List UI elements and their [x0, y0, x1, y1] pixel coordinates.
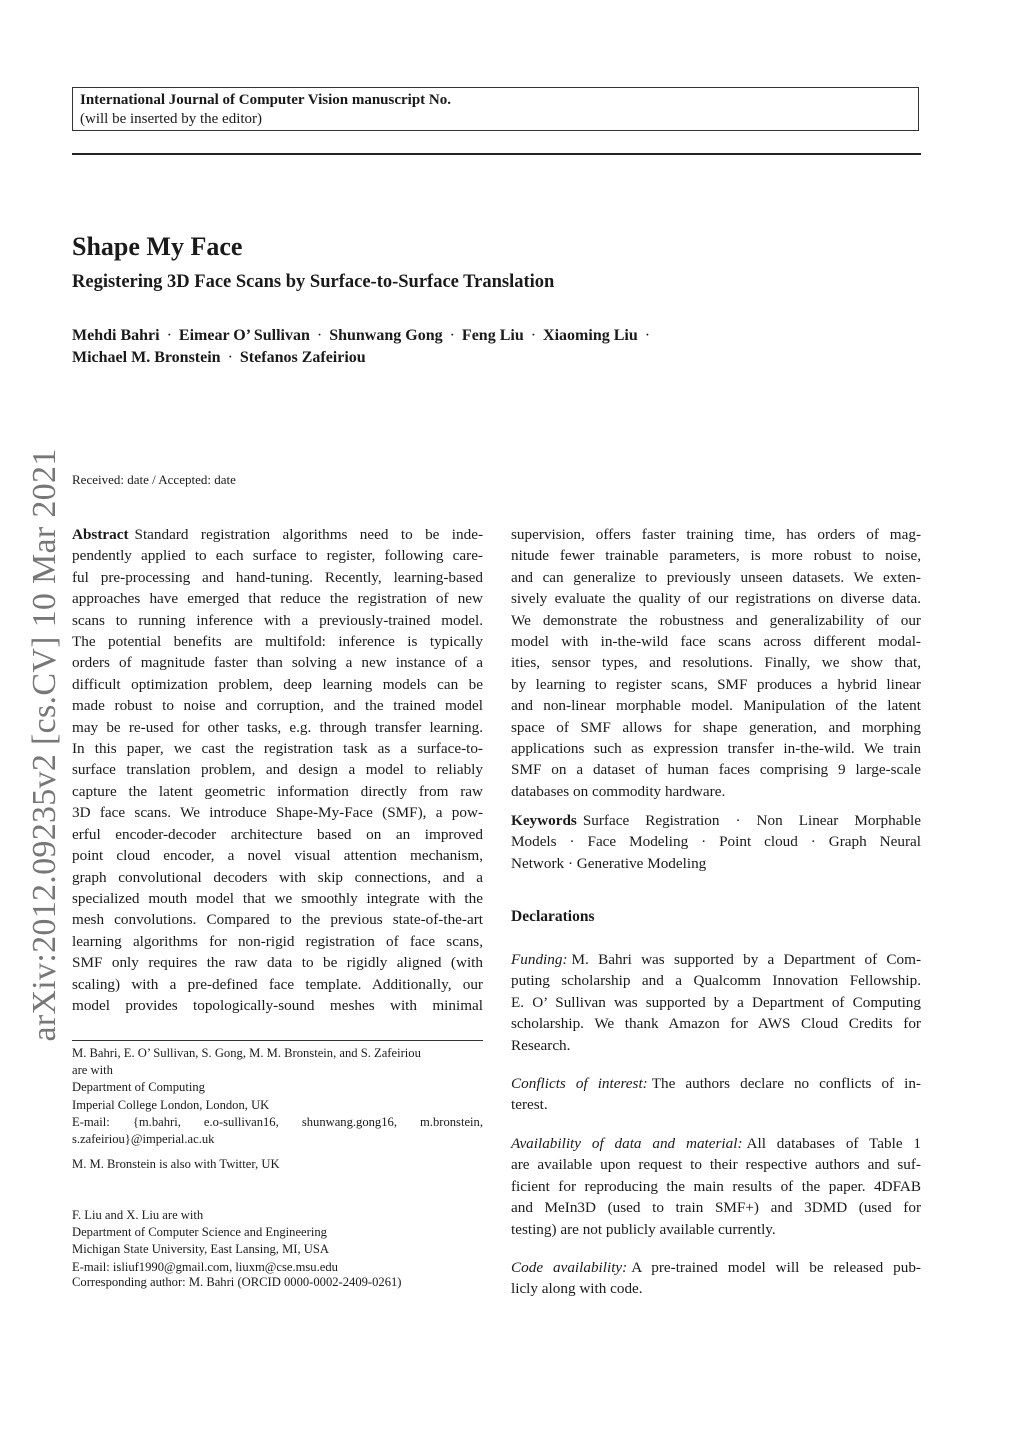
text-line: [511, 1133, 921, 1154]
line-text: puting scholarship and a Qualcomm Innovation Fellowship.: [511, 972, 921, 990]
line-text: approaches have emerged that reduce the registration of new: [72, 590, 483, 608]
text-line: [511, 1013, 921, 1034]
footnote-block: [72, 1207, 483, 1276]
text-line: [511, 695, 921, 716]
footnote-line: Imperial College London, London, UK: [72, 1097, 270, 1112]
text-line: [72, 695, 483, 716]
line-text: All databases of Table 1: [746, 1135, 921, 1152]
author-name: Feng Liu: [461, 327, 524, 344]
line-text: and non-linear morphable model. Manipulation of the latent: [511, 697, 921, 715]
paragraph-lead: Abstract: [72, 526, 129, 543]
text-line: [72, 931, 483, 952]
text-line: [511, 674, 921, 695]
text-line: [511, 1035, 921, 1056]
footnote-line: Department of Computer Science and Engineering: [72, 1225, 327, 1240]
line-text: surface translation problem, and design a model to reliably: [72, 761, 483, 779]
paragraph-code: [511, 1257, 921, 1300]
line-text: E. O’ Sullivan was supported by a Department of Computing: [511, 993, 921, 1011]
line-text: ful pre-processing and hand-tuning. Recently, learning-based: [72, 568, 483, 586]
footnote-block: [72, 1156, 483, 1173]
text-line: [511, 853, 921, 874]
line-text: Surface Registration · Non Linear Morphable: [582, 812, 921, 829]
paragraph-lead: Funding:: [511, 951, 568, 968]
line-text: orders of magnitude faster than solving a new instance of a: [72, 654, 483, 672]
footnote-line: M. Bahri, E. O’ Sullivan, S. Gong, M. M. Bronstein, and S. Zafeiriou: [72, 1046, 421, 1060]
line-text: and MeIn3D (used to train SMF+) and 3DMD (used for: [511, 1199, 921, 1217]
line-text: supervision, offers faster training time, has orders of mag-: [511, 526, 921, 543]
paragraph-conflicts: [511, 1073, 921, 1116]
text-line: [511, 810, 921, 831]
line-text: terest.: [511, 1096, 548, 1114]
text-line: [511, 610, 921, 631]
line-text: databases on commodity hardware.: [511, 782, 726, 800]
paragraph-lead: Keywords: [511, 812, 577, 829]
text-line: [511, 831, 921, 852]
paragraph-keywords: [511, 810, 921, 874]
line-text: The authors declare no conflicts of in-: [651, 1075, 921, 1092]
text-line: [72, 867, 483, 888]
text-line: [511, 759, 921, 780]
author-separator: ·: [227, 349, 233, 366]
paragraph-abstract-right: [511, 524, 921, 802]
paragraph-lead: Code availability:: [511, 1259, 628, 1276]
text-line: [72, 652, 483, 673]
text-line: [511, 781, 921, 802]
text-line: [72, 717, 483, 738]
line-text: In this paper, we cast the registration task as a surface-to-: [72, 740, 483, 758]
text-line: [511, 1176, 921, 1197]
text-line: [511, 1154, 921, 1175]
line-text: mesh convolutions. Compared to the previous state-of-the-art: [72, 911, 483, 929]
text-line: [511, 717, 921, 738]
text-line: [72, 674, 483, 695]
author-name: Michael M. Bronstein: [72, 349, 221, 366]
paragraph-funding: [511, 949, 921, 1056]
footnote-line: E-mail: isliuf1990@gmail.com, liuxm@cse.msu.edu: [72, 1259, 338, 1274]
line-text: made robust to noise and corruption, and the trained model: [72, 697, 483, 715]
line-text: Research.: [511, 1036, 571, 1054]
author-name: Stefanos Zafeiriou: [239, 349, 366, 366]
text-line: [511, 949, 921, 970]
text-line: [511, 588, 921, 609]
paper-title: Shape My Face: [72, 232, 243, 261]
text-line: [72, 909, 483, 930]
paper-subtitle: Registering 3D Face Scans by Surface-to-Surface Translation: [72, 272, 555, 292]
arxiv-stamp: arXiv:2012.09235v2 [cs.CV] 10 Mar 2021: [26, 448, 63, 1042]
line-text: space of SMF allows for shape generation, and morphing: [511, 718, 921, 736]
footnote-line: F. Liu and X. Liu are with: [72, 1208, 204, 1222]
line-text: and can generalize to previously unseen datasets. We exten-: [511, 568, 921, 586]
line-text: M. Bahri was supported by a Department of Com-: [571, 951, 921, 968]
line-text: scans to running inference with a previously-trained model.: [72, 611, 483, 629]
paragraph-lead: Conflicts of interest:: [511, 1075, 648, 1092]
footnote-line: Corresponding author: M. Bahri (ORCID 0000-0002-2409-0261): [72, 1275, 402, 1289]
line-text: Models · Face Modeling · Point cloud · Graph Neural: [511, 833, 921, 851]
text-line: [72, 545, 483, 566]
footnote-line: E-mail: {m.bahri, e.o-sullivan16, shunwang.gong16, m.bronstein,: [72, 1114, 483, 1129]
text-line: [511, 652, 921, 673]
text-line: [72, 567, 483, 588]
footnote-rule: [72, 1040, 483, 1041]
text-line: [72, 888, 483, 909]
line-text: testing) are not publicly available currently.: [511, 1220, 776, 1238]
line-text: specialized mouth model that we smoothly integrate with the: [72, 889, 483, 907]
line-text: may be re-used for other tasks, e.g. through transfer learning.: [72, 718, 483, 736]
author-name: Shunwang Gong: [329, 327, 443, 344]
author-name: Mehdi Bahri: [72, 327, 160, 344]
line-text: learning algorithms for non-rigid registration of face scans,: [72, 932, 483, 950]
line-text: We demonstrate the robustness and generalizability of our: [511, 611, 921, 629]
line-text: pendently applied to each surface to register, following care-: [72, 547, 483, 565]
author-name: Xiaoming Liu: [543, 327, 638, 344]
footnote-line: s.zafeiriou}@imperial.ac.uk: [72, 1132, 215, 1147]
footnote-block: [72, 1274, 483, 1291]
line-text: point cloud encoder, a novel visual attention mechanism,: [72, 847, 483, 865]
footnote-line: Michigan State University, East Lansing, MI, USA: [72, 1242, 329, 1257]
text-line: [72, 995, 483, 1016]
text-line: [72, 588, 483, 609]
line-text: applications such as expression transfer in-the-wild. We train: [511, 740, 921, 758]
text-line: [511, 970, 921, 991]
paragraph-availability: [511, 1133, 921, 1240]
line-text: model provides topologically-sound meshes with minimal: [72, 996, 483, 1014]
text-line: [72, 781, 483, 802]
author-separator: ·: [449, 327, 455, 344]
line-text: A pre-trained model will be released pub-: [631, 1259, 921, 1276]
text-line: [511, 1073, 921, 1094]
text-line: [72, 824, 483, 845]
authors-line-2: [72, 347, 657, 369]
line-text: difficult optimization problem, deep learning models can be: [72, 675, 483, 693]
line-text: sively evaluate the quality of our registrations on diverse data.: [511, 590, 921, 608]
footnote-block: [72, 1045, 483, 1148]
line-text: capture the latent geometric information directly from raw: [72, 782, 483, 800]
line-text: The potential benefits are multifold: inference is typically: [72, 633, 483, 651]
line-text: ficient for reproducing the main results of the paper. 4DFAB: [511, 1177, 921, 1195]
line-text: erful encoder-decoder architecture based on an improved: [72, 825, 483, 843]
text-line: [72, 610, 483, 631]
author-separator: ·: [316, 327, 323, 344]
line-text: scholarship. We thank Amazon for AWS Cloud Credits for: [511, 1015, 921, 1033]
text-line: [511, 545, 921, 566]
line-text: SMF only requires the raw data to be rigidly aligned (with: [72, 954, 483, 972]
line-text: nitude fewer trainable parameters, is more robust to noise,: [511, 547, 921, 565]
text-line: [511, 992, 921, 1013]
line-text: ities, sensor types, and resolutions. Finally, we show that,: [511, 654, 921, 672]
declarations-heading: Declarations: [511, 908, 595, 925]
text-line: [72, 802, 483, 823]
line-text: by learning to register scans, SMF produces a hybrid linear: [511, 675, 921, 693]
text-line: [72, 524, 483, 545]
author-separator: ·: [644, 327, 651, 344]
author-list: [72, 325, 657, 369]
header-rule: [72, 153, 921, 155]
authors-line-1: [72, 325, 657, 347]
editor-note: (will be inserted by the editor): [80, 111, 263, 127]
paragraph-lead: Availability of data and material:: [511, 1135, 743, 1152]
received-date: Received: date / Accepted: date: [72, 472, 236, 487]
text-line: [511, 1219, 921, 1240]
author-separator: ·: [530, 327, 537, 344]
text-line: [511, 524, 921, 545]
text-line: [72, 845, 483, 866]
text-line: [72, 738, 483, 759]
footnote-line: are with: [72, 1063, 113, 1078]
text-line: [511, 1094, 921, 1115]
text-line: [511, 738, 921, 759]
text-line: [72, 974, 483, 995]
text-line: [511, 631, 921, 652]
text-line: [511, 1197, 921, 1218]
author-separator: ·: [166, 327, 172, 344]
line-text: licly along with code.: [511, 1280, 643, 1298]
footnote-line: Department of Computing: [72, 1080, 205, 1095]
text-line: [511, 567, 921, 588]
line-text: SMF on a dataset of human faces comprising 9 large-scale: [511, 761, 921, 779]
text-line: [72, 631, 483, 652]
author-name: Eimear O’ Sullivan: [178, 327, 310, 344]
paragraph-abstract-left: [72, 524, 483, 1016]
line-text: Network · Generative Modeling: [511, 854, 707, 872]
journal-name: International Journal of Computer Vision manuscript No.: [80, 92, 452, 108]
footnote-line: M. M. Bronstein is also with Twitter, UK: [72, 1157, 280, 1171]
line-text: Standard registration algorithms need to be inde-: [134, 526, 483, 543]
line-text: are available upon request to their respective authors and suf-: [511, 1156, 921, 1174]
line-text: 3D face scans. We introduce Shape-My-Face (SMF), a pow-: [72, 804, 483, 822]
line-text: model with in-the-wild face scans across different modal-: [511, 633, 921, 651]
line-text: scaling) with a pre-defined face template. Additionally, our: [72, 975, 483, 993]
text-line: [511, 1278, 921, 1299]
text-line: [72, 952, 483, 973]
text-line: [72, 759, 483, 780]
text-line: [511, 1257, 921, 1278]
journal-header-box: [72, 87, 919, 131]
line-text: graph convolutional decoders with skip connections, and a: [72, 868, 483, 886]
